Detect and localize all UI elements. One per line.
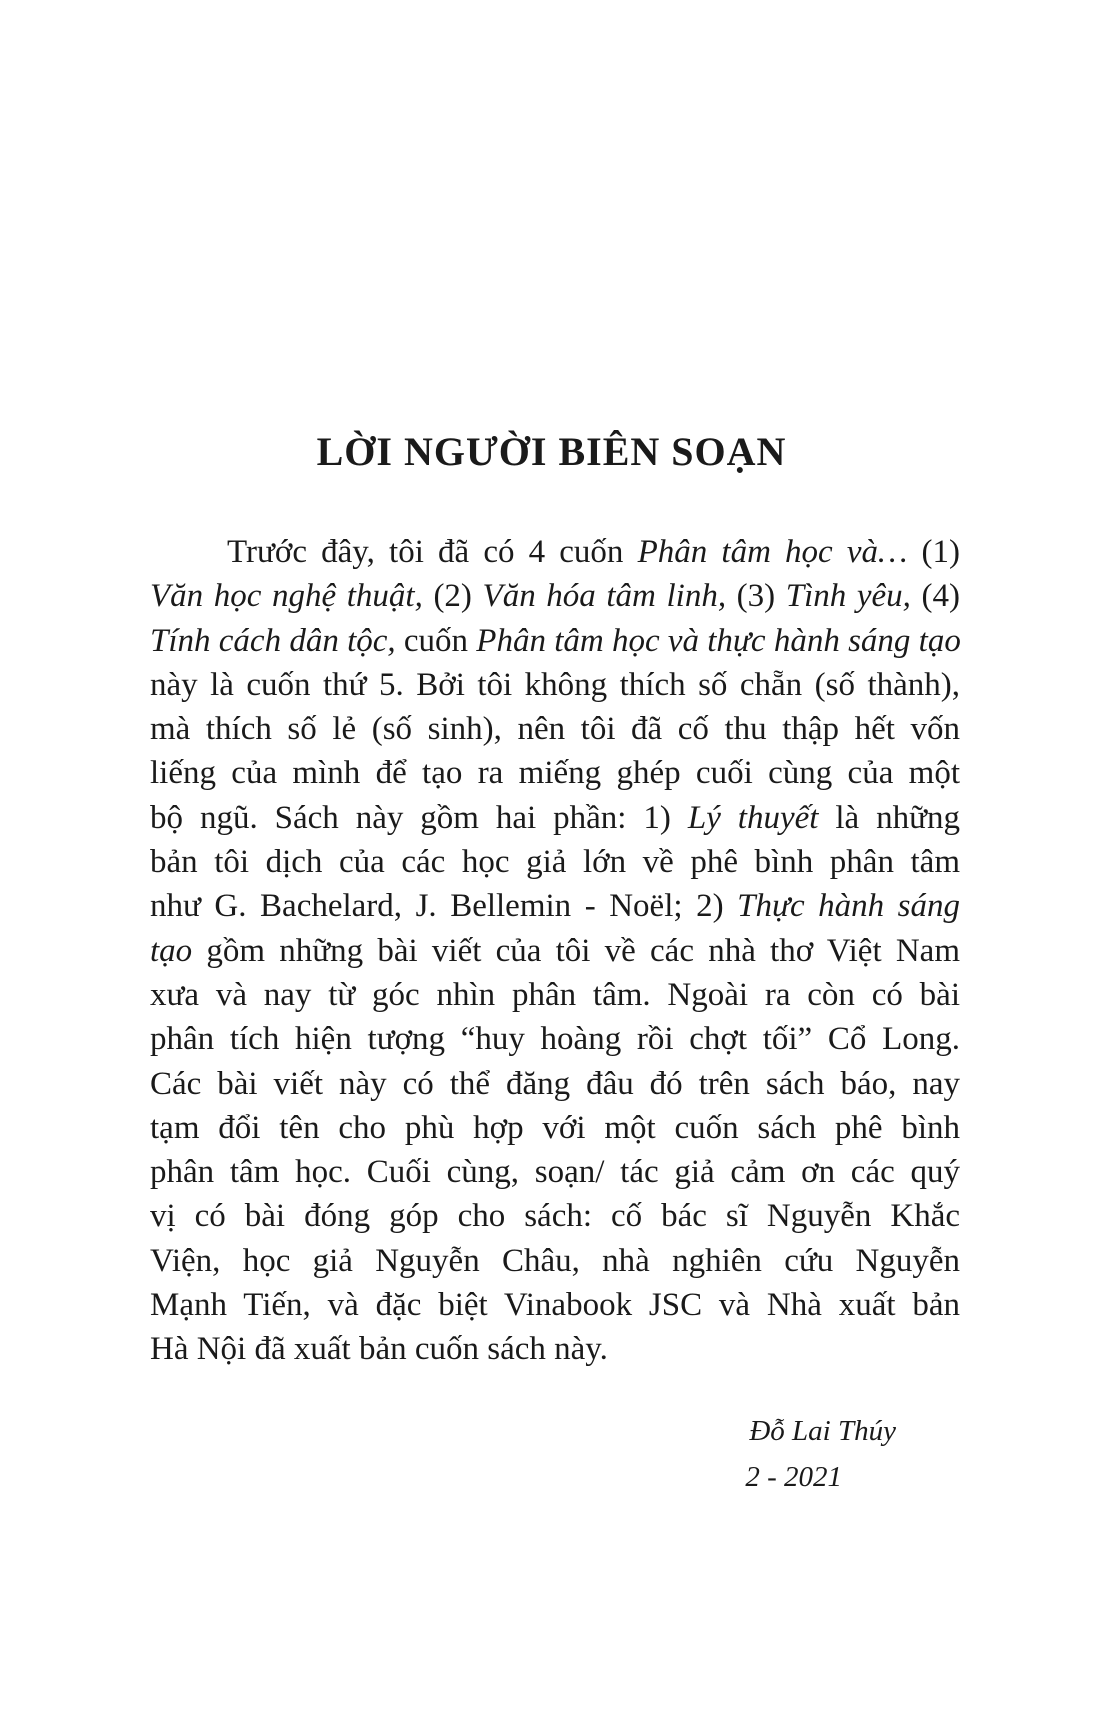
text-line: Trước đây, tôi đã có 4 cuốn Phân tâm học và… (1) [227, 534, 960, 570]
text-line: mà thích số lẻ (số sinh), nên tôi đã cố thu thập hết vốn [150, 711, 960, 748]
text-line: Hà Nội đã xuất bản cuốn sách này. [150, 1331, 608, 1368]
text-line: xưa và nay từ góc nhìn phân tâm. Ngoài ra còn có bài [150, 976, 960, 1013]
text-line: này là cuốn thứ 5. Bởi tôi không thích số chẵn (số thành), [150, 666, 960, 703]
preface-paragraph [150, 530, 960, 1372]
text-line: Tính cách dân tộc, cuốn Phân tâm học và thực hành sáng tạo [150, 622, 961, 659]
author-name: Đỗ Lai Thúy [749, 1415, 896, 1447]
text-line: tạo gồm những bài viết của tôi về các nhà thơ Việt Nam [150, 932, 960, 969]
text-line: phân tích hiện tượng “huy hoàng rồi chợt tối” Cổ Long. [150, 1021, 960, 1058]
text-line: tạm đổi tên cho phù hợp với một cuốn sách phê bình [150, 1109, 960, 1146]
signature-date: 2 - 2021 [745, 1461, 842, 1493]
text-line: phân tâm học. Cuối cùng, soạn/ tác giả cảm ơn các quý [150, 1154, 960, 1191]
text-line: bản tôi dịch của các học giả lớn về phê bình phân tâm [150, 844, 960, 881]
text-line: Các bài viết này có thể đăng đâu đó trên sách báo, nay [150, 1065, 960, 1102]
text-line: Mạnh Tiến, và đặc biệt Vinabook JSC và Nhà xuất bản [150, 1287, 960, 1324]
text-line: bộ ngũ. Sách này gồm hai phần: 1) Lý thuyết là những [150, 799, 960, 836]
text-line: liếng của mình để tạo ra miếng ghép cuối cùng của một [150, 755, 960, 792]
signature-block [700, 1408, 930, 1500]
text-line: như G. Bachelard, J. Bellemin - Noël; 2) Thực hành sáng [150, 888, 960, 925]
text-line: Viện, học giả Nguyễn Châu, nhà nghiên cứu Nguyễn [150, 1242, 960, 1279]
text-line: Văn học nghệ thuật, (2) Văn hóa tâm linh, (3) Tình yêu, (4) [150, 578, 961, 615]
text-line: vị có bài đóng góp cho sách: cố bác sĩ Nguyễn Khắc [150, 1198, 960, 1235]
page-title: LỜI NGƯỜI BIÊN SOẠN [316, 429, 787, 474]
